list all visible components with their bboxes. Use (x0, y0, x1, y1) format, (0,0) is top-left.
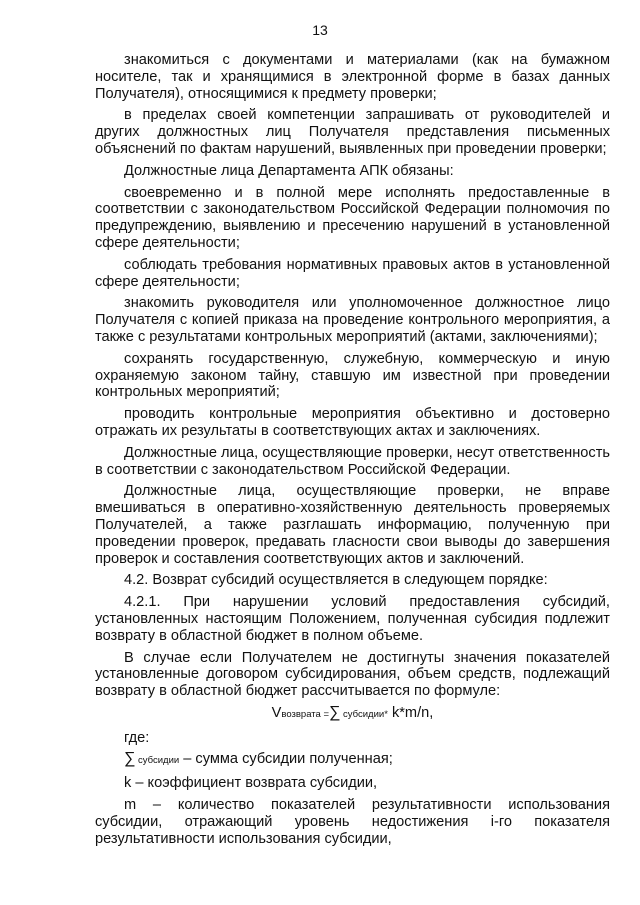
formula-rest: k*m/n, (387, 704, 434, 721)
paragraph: сохранять государственную, служебную, коммерческую и иную охраняемую законом тайну, ставшую им известной при проведении контрольных мероприятий; (95, 350, 610, 401)
document-body (95, 52, 610, 852)
page-number: 13 (312, 22, 328, 38)
paragraph: Должностные лица, осуществляющие проверки, не вправе вмешиваться в оперативно-хозяйственную деятельность проверяемых Получателей, а также разглашать информацию, полученную при проведении проверок, предавать гласности свои выводы до завершения проверок и составления соответствующих актов и заключений. (95, 483, 610, 567)
formula-equals: = (320, 708, 329, 720)
paragraph: знакомиться с документами и материалами (как на бумажном носителе, так и хранящимися в электронной форме в базах данных Получателя), относящимися к предмету проверки; (95, 52, 610, 102)
paragraph: в пределах своей компетенции запрашивать от руководителей и других должностных лиц Получателя представления письменных объяснений по фактам нарушений, выявленных при проведении проверки; (95, 107, 610, 157)
formula-sum-subscript: субсидии (340, 708, 385, 720)
formula-v-subscript: возврата (281, 708, 321, 720)
paragraph: 4.2.1. При нарушении условий предоставления субсидий, установленных настоящим Положением, полученная субсидия подлежит возврату в областной бюджет в полном объеме. (95, 594, 610, 644)
definition-sum (95, 751, 610, 770)
paragraph: своевременно и в полной мере исполнять предоставленные в соответствии с законодательством Российской Федерации полномочия по предупреждению, выявлению и пресечению нарушений в установленной сфере деятельности; (95, 184, 610, 251)
paragraph: Должностные лица Департамента АПК обязаны: (124, 162, 454, 179)
sum-symbol: ∑ (124, 750, 136, 768)
formula-v: V (271, 704, 282, 721)
paragraph: Должностные лица, осуществляющие проверки, несут ответственность в соответствии с законодательством Российской Федерации. (95, 444, 610, 478)
definition-sum-text: – сумма субсидии полученная; (179, 751, 393, 768)
paragraph: В случае если Получателем не достигнуты значения показателей установленные договором субсидирования, объем средств, подлежащий возврату в областной бюджет рассчитывается по формуле: (95, 649, 610, 700)
paragraph: проводить контрольные мероприятия объективно и достоверно отражать их результаты в соответствующих актах и заключениях. (95, 406, 610, 439)
paragraph: 4.2. Возврат субсидий осуществляется в следующем порядке: (124, 572, 548, 589)
paragraph: соблюдать требования нормативных правовых актов в установленной сфере деятельности; (95, 256, 610, 290)
definition-k: k – коэффициент возврата субсидии, (124, 775, 378, 792)
paragraph: знакомить руководителя или уполномоченное должностное лицо Получателя с копией приказа на проведение контрольного мероприятия, а также с результатами контрольных мероприятий (актами, заключениями); (95, 295, 610, 345)
sum-subscript: субсидии (135, 755, 180, 767)
formula (95, 705, 610, 724)
formula-multiply: * (384, 708, 388, 720)
where-label: где: (124, 729, 150, 746)
definition-m: m – количество показателей результативности использования субсидии, отражающий уровень недостижения i-го показателя результативности использования субсидии, (95, 797, 610, 847)
sum-symbol: ∑ (329, 703, 341, 721)
